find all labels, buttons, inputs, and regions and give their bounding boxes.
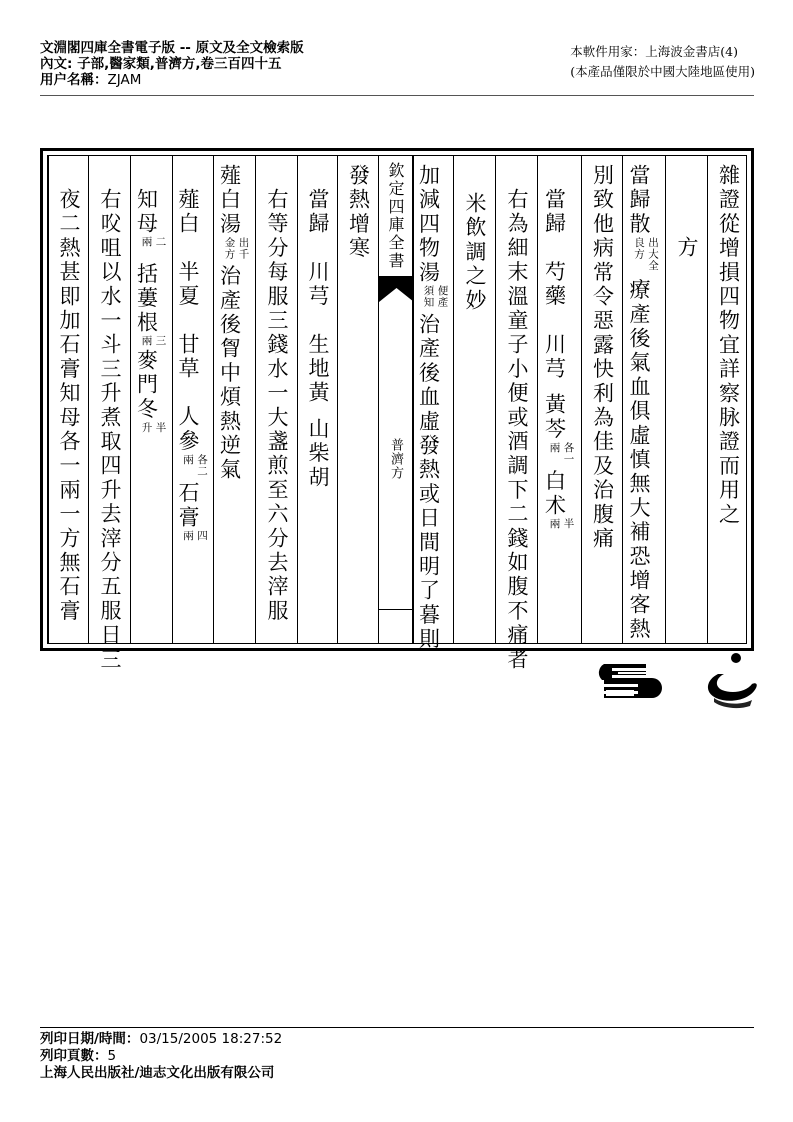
main-text: 方 xyxy=(675,236,699,261)
publisher-logos xyxy=(596,652,758,714)
text-column xyxy=(172,156,213,643)
text-column xyxy=(537,156,581,643)
text-column xyxy=(495,156,537,672)
text-column xyxy=(453,156,495,643)
book-title: 普濟方 xyxy=(388,438,403,480)
main-text: 右為細末溫童子小便或酒調下二錢如腹不痛者 xyxy=(505,188,529,672)
main-text: 當歸散 xyxy=(627,164,651,237)
text-column xyxy=(297,156,337,643)
text-column xyxy=(581,156,622,643)
text-column xyxy=(707,156,748,643)
annotation-note: 半兩 xyxy=(548,518,575,530)
footer-divider xyxy=(40,1027,754,1028)
text-column xyxy=(213,156,255,643)
text-column xyxy=(130,156,172,643)
text-column xyxy=(255,156,297,643)
product-title: 文淵閣四庫全書電子版 -- 原文及全文檢索版 xyxy=(40,40,304,56)
print-datetime-label: 列印日期/時間： xyxy=(40,1031,140,1047)
main-text: 療產後氣血俱虛慎無大補恐增客熱 xyxy=(627,278,651,642)
main-text: 括蔞根 xyxy=(134,262,159,336)
main-text: 生地黃 xyxy=(306,332,330,406)
main-text: 甘草 xyxy=(176,332,200,382)
main-text: 知母 xyxy=(134,188,159,237)
main-text: 治產後血虛發熱或日間明了暮則 xyxy=(416,313,441,652)
text-column xyxy=(665,156,707,643)
brush-swirl-logo-icon xyxy=(708,653,757,708)
header-right xyxy=(570,42,755,82)
text-column xyxy=(413,156,453,652)
main-text: 芍藥 xyxy=(542,260,567,309)
annotation-note: 各二兩 xyxy=(182,453,208,477)
main-text: 石膏 xyxy=(176,481,200,531)
main-text: 右㕮咀以水一斗三升煮取四升去滓分五服日三 xyxy=(98,188,122,672)
text-column xyxy=(622,156,665,643)
fish-tail-mark-icon xyxy=(379,276,414,302)
annotation-note: 出大全良方 xyxy=(633,236,659,272)
content-value: 子部,醫家類,普濟方,卷三百四十五 xyxy=(77,56,282,72)
main-text: 雜證從增損四物宜詳察脉證而用之 xyxy=(716,164,741,527)
main-text: 人參 xyxy=(176,405,200,454)
user-label: 用户名稱： xyxy=(40,72,108,88)
book-stack-logo-icon xyxy=(599,664,662,698)
publisher: 上海人民出版社/迪志文化出版有限公司 xyxy=(40,1065,275,1081)
text-column xyxy=(337,156,378,643)
main-text: 薤白湯 xyxy=(217,164,242,237)
header-divider xyxy=(40,95,754,96)
print-pages-label: 列印頁數： xyxy=(40,1048,108,1064)
annotation-note: 二兩 xyxy=(140,236,167,248)
main-text: 半夏 xyxy=(176,260,200,309)
main-text: 山柴胡 xyxy=(306,417,330,491)
annotation-note: 出千金方 xyxy=(223,236,250,260)
main-text: 麥門冬 xyxy=(134,349,159,422)
page-inner-border xyxy=(47,155,747,672)
banner-divider xyxy=(379,609,412,610)
main-text: 白术 xyxy=(542,469,567,519)
main-text: 治產後胷中煩熱逆氣 xyxy=(217,264,242,483)
book-banner xyxy=(378,156,413,643)
print-pages xyxy=(40,1048,282,1065)
main-text: 米飲調之妙 xyxy=(463,192,487,313)
page-frame xyxy=(40,148,754,672)
header-left xyxy=(40,40,304,88)
main-text: 黃芩 xyxy=(542,393,567,442)
annotation-note: 各一兩 xyxy=(548,441,575,465)
print-pages-value: 5 xyxy=(107,1048,117,1064)
licensee-text: 本軟件用家：上海波金書店(4) xyxy=(570,44,738,59)
main-text: 當歸 xyxy=(542,188,567,237)
annotation-note: 半升 xyxy=(140,421,167,434)
print-datetime-value: 03/15/2005 18:27:52 xyxy=(139,1031,283,1047)
main-text: 右等分每服三錢水一大盞煎至六分去滓服 xyxy=(265,188,289,624)
user-name xyxy=(40,72,304,88)
user-value: ZJAM xyxy=(107,72,142,88)
print-datetime xyxy=(40,1031,282,1048)
annotation-note: 三兩 xyxy=(140,335,167,347)
annotation-note: 四兩 xyxy=(182,530,208,542)
content-path xyxy=(40,56,304,72)
restriction-text: (本產品僅限於中國大陸地區使用) xyxy=(570,64,755,79)
main-text: 發熱增寒 xyxy=(346,164,371,261)
main-text: 當歸 xyxy=(306,188,330,237)
collection-title: 欽定四庫全書 xyxy=(386,162,405,270)
main-text: 別致他病常令惡露快利為佳及治腹痛 xyxy=(590,164,615,552)
main-text: 加減四物湯 xyxy=(416,164,441,285)
text-column xyxy=(48,156,88,643)
footer xyxy=(40,1031,282,1082)
text-column xyxy=(88,156,130,672)
annotation-note: 便產須知 xyxy=(422,285,449,308)
main-text: 夜二熱甚即加石膏知母各一兩一方無石膏 xyxy=(57,188,81,624)
main-text: 川芎 xyxy=(542,332,567,382)
content-label: 內文: xyxy=(40,56,78,72)
main-text: 薤白 xyxy=(176,188,200,237)
main-text: 川芎 xyxy=(306,260,330,309)
